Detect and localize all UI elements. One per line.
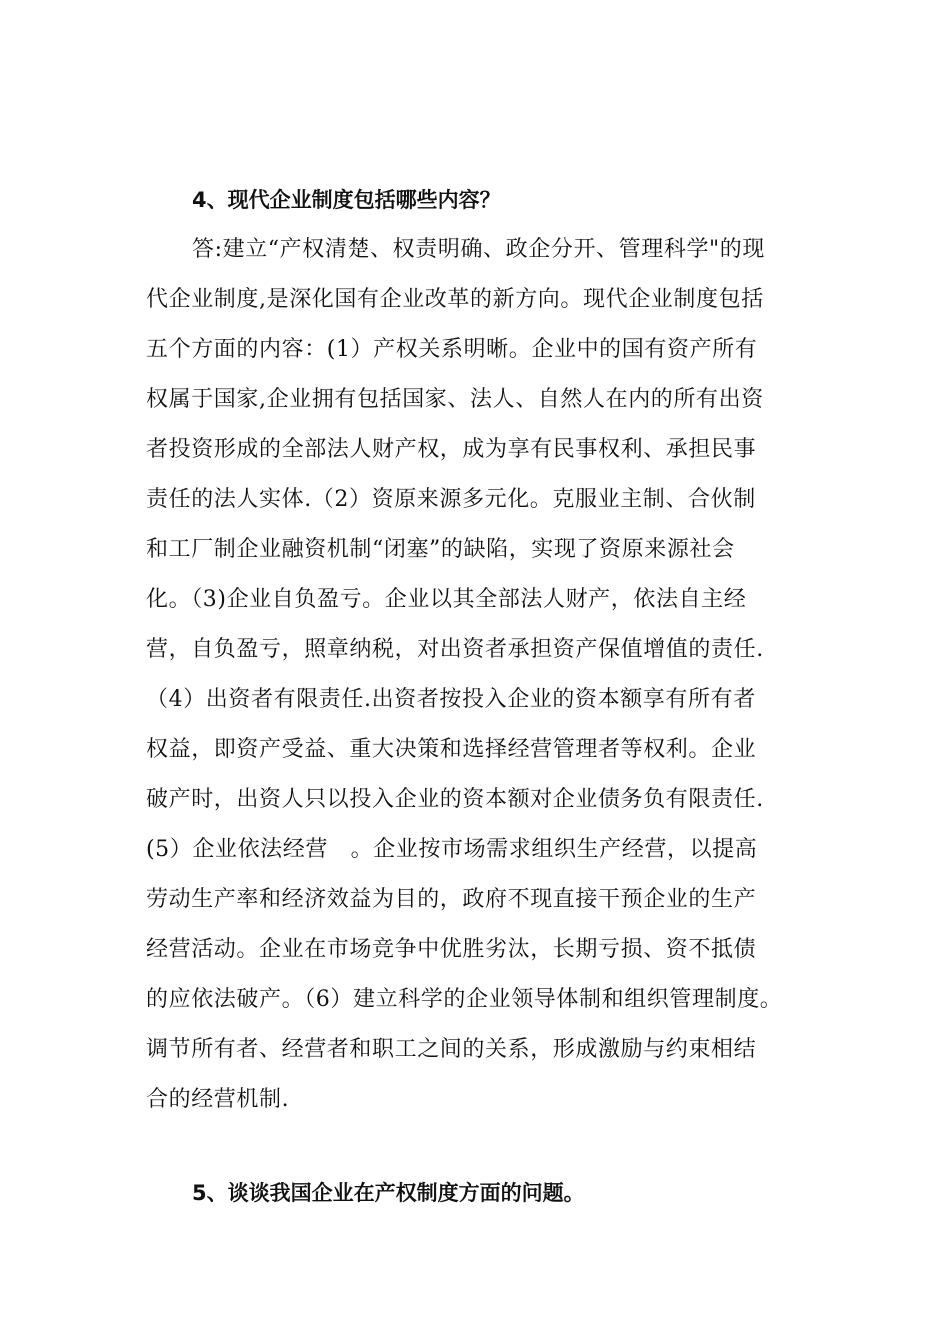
answer-line-13: (5）企业依法经营 。企业按市场需求组织生产经营，以提高 bbox=[146, 837, 758, 862]
answer-line-16: 的应依法破产。（6）建立科学的企业领导体制和组织管理制度。 bbox=[146, 987, 783, 1012]
answer-line-5: 者投资形成的全部法人财产权，成为享有民事权利、承担民事 bbox=[146, 437, 757, 462]
answer-line-3: 五个方面的内容：(1）产权关系明晰。企业中的国有资产所有 bbox=[146, 337, 758, 362]
answer-line-15: 经营活动。企业在市场竞争中优胜劣汰，长期亏损、资不抵债 bbox=[146, 937, 757, 962]
answer-line-6: 责任的法人实体.（2）资原来源多元化。克服业主制、合伙制 bbox=[146, 487, 756, 512]
answer-line-12: 破产时，出资人只以投入企业的资本额对企业债务负有限责任. bbox=[146, 787, 764, 812]
answer-line-14: 劳动生产率和经济效益为目的，政府不现直接干预企业的生产 bbox=[146, 887, 757, 912]
answer-line-8: 化。（3)企业自负盈亏。企业以其全部法人财产，依法自主经 bbox=[146, 587, 747, 612]
answer-line-2: 代企业制度,是深化国有企业改革的新方向。现代企业制度包括 bbox=[146, 287, 764, 312]
answer-line-7: 和工厂制企业融资机制“闭塞”的缺陷，实现了资原来源社会 bbox=[146, 537, 735, 562]
answer-line-1: 答:建立“产权清楚、权责明确、政企分开、管理科学"的现 bbox=[192, 237, 765, 262]
answer-line-18: 合的经营机制. bbox=[146, 1087, 290, 1112]
question-5-heading: 5、谈谈我国企业在产权制度方面的问题。 bbox=[192, 1181, 585, 1205]
answer-line-10: （4）出资者有限责任.出资者按投入企业的资本额享有所有者 bbox=[146, 687, 756, 712]
answer-line-4: 权属于国家,企业拥有包括国家、法人、自然人在内的所有出资 bbox=[146, 387, 764, 412]
answer-line-11: 权益，即资产受益、重大决策和选择经营管理者等权利。企业 bbox=[146, 737, 757, 762]
answer-line-17: 调节所有者、经营者和职工之间的关系，形成激励与约束相结 bbox=[146, 1037, 757, 1062]
question-4-heading: 4、现代企业制度包括哪些内容？ bbox=[192, 188, 501, 212]
answer-line-9: 营，自负盈亏，照章纳税，对出资者承担资产保值增值的责任. bbox=[146, 637, 764, 662]
